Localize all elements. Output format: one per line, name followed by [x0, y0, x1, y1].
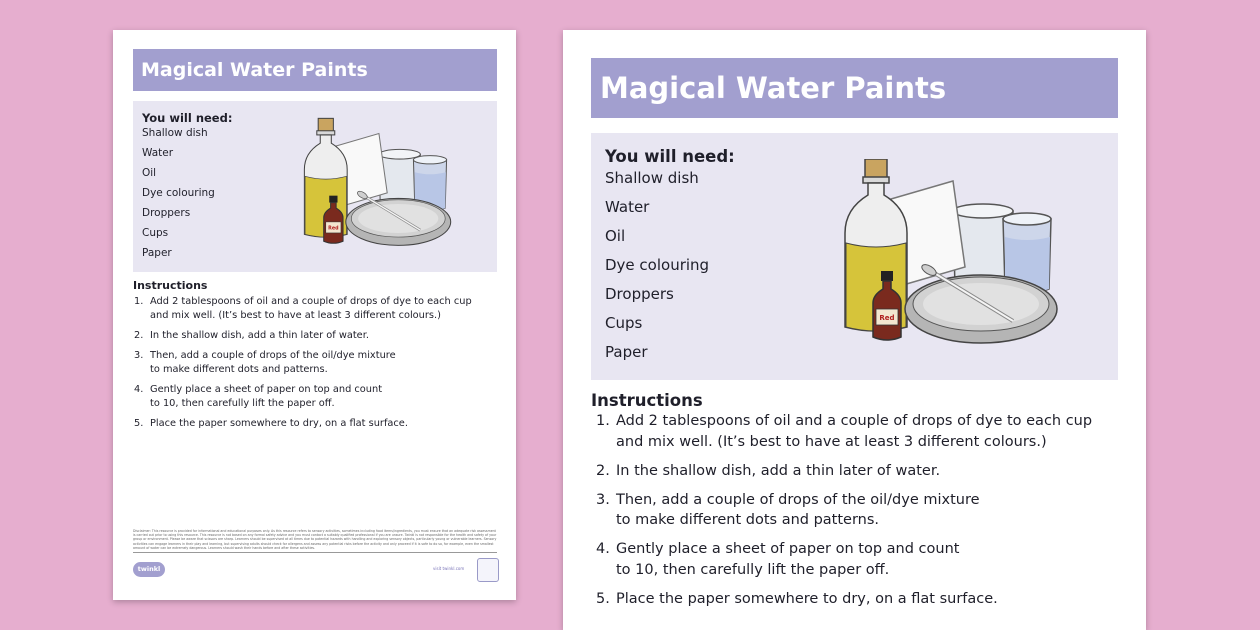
- shallow-dish-icon: [346, 198, 451, 245]
- instructions-heading: Instructions: [133, 279, 208, 292]
- step-text-line: Place the paper somewhere to dry, on a flat surface.: [150, 418, 408, 429]
- materials-illustration: [843, 159, 1069, 355]
- material-item: Droppers: [605, 285, 674, 303]
- step-text-line: Add 2 tablespoons of oil and a couple of drops of dye to each cup: [616, 413, 1093, 429]
- material-item: Cups: [142, 227, 169, 239]
- material-item: Paper: [605, 343, 648, 361]
- step-number: 3.: [596, 491, 610, 508]
- step-text-line: Place the paper somewhere to dry, on a flat surface.: [616, 590, 998, 607]
- instruction-step: [134, 295, 474, 323]
- worksheet-title: Magical Water Paints: [600, 71, 947, 105]
- footer-badge-icon: [477, 558, 499, 582]
- step-text-line: Gently place a sheet of paper on top and count: [616, 541, 960, 557]
- worksheet-preview: [563, 30, 1146, 630]
- instruction-step: [134, 383, 474, 411]
- step-number: 5.: [596, 590, 610, 607]
- step-text-line: to 10, then carefully lift the paper off.: [616, 561, 890, 578]
- step-number: 1.: [596, 413, 610, 429]
- materials-panel: [133, 101, 497, 272]
- material-item: Paper: [142, 247, 172, 259]
- illustration-art: [303, 117, 459, 255]
- materials-list: [142, 126, 215, 266]
- material-item: Shallow dish: [605, 169, 699, 187]
- step-number: 2.: [134, 330, 144, 341]
- step-text-line: Add 2 tablespoons of oil and a couple of drops of dye to each cup: [150, 296, 472, 307]
- material-item: Oil: [605, 227, 626, 245]
- materials-heading: You will need:: [605, 147, 735, 166]
- materials-illustration: [303, 117, 459, 255]
- shallow-dish-icon: [905, 275, 1057, 343]
- footer-url: visit twinkl.com: [433, 566, 465, 571]
- step-number: 3.: [134, 350, 144, 361]
- worksheet-thumbnail: [113, 30, 516, 600]
- material-item: Dye colouring: [142, 187, 215, 199]
- instruction-step: [134, 417, 474, 431]
- dye-bottle-label: Red: [328, 226, 339, 232]
- materials-list: [605, 168, 709, 371]
- instructions-heading: Instructions: [591, 391, 703, 410]
- footer-divider: [133, 552, 497, 553]
- instruction-step: [596, 411, 1096, 452]
- step-number: 2.: [596, 462, 610, 479]
- material-item: Dye colouring: [605, 256, 710, 274]
- instruction-step: [596, 589, 1096, 610]
- step-number: 1.: [134, 296, 144, 307]
- step-text-line: and mix well. (It’s best to have at least 3 different colours.): [150, 310, 441, 321]
- instructions-list: [134, 295, 474, 437]
- step-text-line: to make different dots and patterns.: [150, 364, 328, 375]
- step-text-line: Then, add a couple of drops of the oil/dye mixture: [616, 491, 980, 508]
- twinkl-logo: twinkl: [133, 562, 165, 577]
- material-item: Droppers: [142, 207, 191, 219]
- step-number: 4.: [596, 541, 610, 557]
- step-text-line: Then, add a couple of drops of the oil/dye mixture: [150, 350, 396, 361]
- step-text-line: to 10, then carefully lift the paper off.: [150, 398, 335, 409]
- step-number: 4.: [134, 384, 144, 395]
- material-item: Water: [605, 198, 650, 216]
- instruction-step: [596, 461, 1096, 482]
- dye-bottle-label: Red: [879, 314, 895, 322]
- material-item: Oil: [142, 167, 157, 179]
- material-item: Water: [142, 147, 174, 159]
- worksheet-title: Magical Water Paints: [141, 59, 368, 81]
- material-item: Cups: [605, 314, 643, 332]
- step-text-line: and mix well. (It’s best to have at least 3 different colours.): [616, 433, 1047, 450]
- instruction-step: [134, 329, 474, 343]
- illustration-art: [843, 159, 1069, 355]
- worksheet-title-bar: [591, 58, 1118, 118]
- instructions-list: [596, 411, 1096, 618]
- instruction-step: [134, 349, 474, 377]
- disclaimer-text: Disclaimer: This resource is provided for informational and educational purposes only. As this resource refers to sensory activities, sometimes including food items/ingredients, you must ensure that an adequate risk assessment is carried out prior to using this resource. This resource is not based on any formal safety advice and you must contact a suitably qualified professional if you are unsure. Twinkl is not responsible for the health and safety of your group or environment. Please be aware that scissors are sharp. Learners should be supervised at all times due to potential hazards with handling and exploring sensory objects, particularly young or vulnerable learners. Sensory activities can engage learners in their play and learning, but supervising adults should check for allergens and assess any potential risks before the activity and only proceed if it is safe to do so, for example, even the smallest amount of water can be extremely dangerous. Learners should wash their hands before and after these activities.: [133, 529, 497, 550]
- step-text-line: Gently place a sheet of paper on top and count: [150, 384, 383, 395]
- instruction-step: [596, 539, 1096, 580]
- worksheet-title-bar: [133, 49, 497, 91]
- materials-heading: You will need:: [142, 111, 233, 125]
- step-text-line: to make different dots and patterns.: [616, 512, 880, 528]
- step-text-line: In the shallow dish, add a thin later of water.: [150, 330, 369, 341]
- step-number: 5.: [134, 418, 144, 429]
- materials-panel: [591, 133, 1118, 380]
- step-text-line: In the shallow dish, add a thin later of water.: [616, 462, 941, 479]
- material-item: Shallow dish: [142, 127, 208, 139]
- instruction-step: [596, 490, 1096, 531]
